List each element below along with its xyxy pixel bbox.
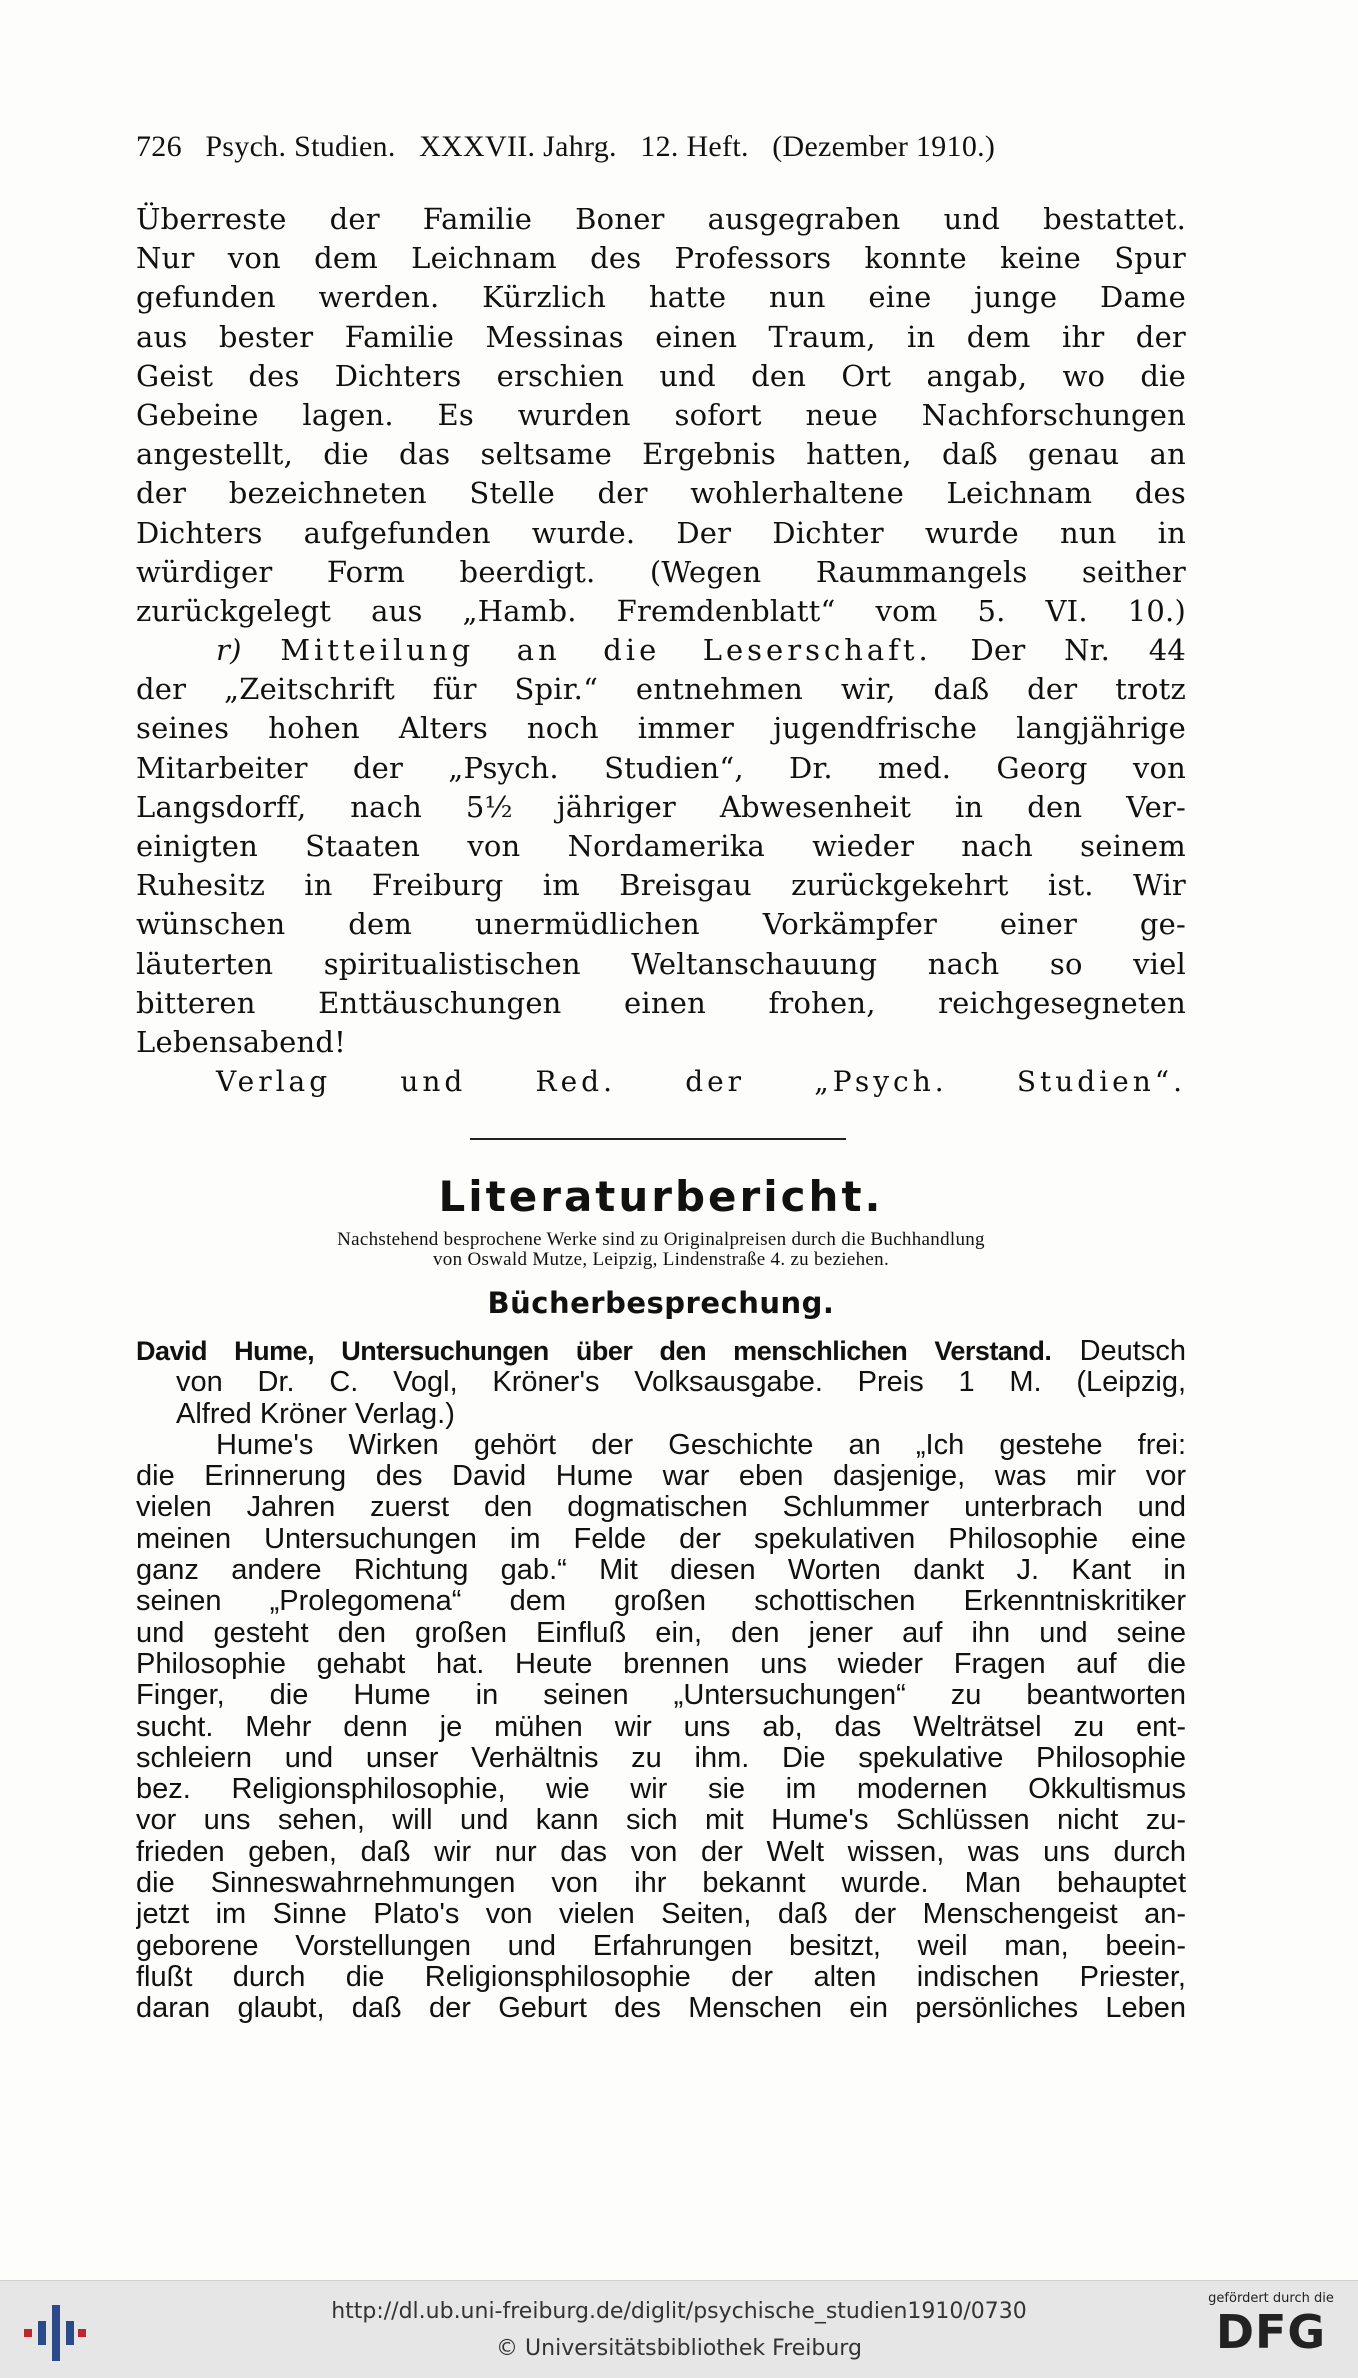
journal-title: Psych. Studien.	[205, 130, 396, 163]
text-line: der bezeichneten Stelle der wohlerhaltene Leichnam des	[136, 476, 1186, 511]
text-line: angestellt, die das seltsame Ergebnis hatten, daß genau an	[136, 437, 1186, 472]
text-line: seines hohen Alters noch immer jugendfrische langjährige	[136, 711, 1186, 746]
copyright-notice: © Universitätsbibliothek Freiburg	[496, 2336, 862, 2361]
text-line: Nur von dem Leichnam des Professors konnte keine Spur	[136, 241, 1186, 276]
article-text	[136, 200, 1186, 1101]
dfg-caption: gefördert durch die	[1208, 2291, 1334, 2306]
text-line: von Dr. C. Vogl, Kröner's Volksausgabe. Preis 1 M. (Leipzig,	[176, 1367, 1186, 1399]
text-line: daran glaubt, daß der Geburt des Menschen ein persönliches Leben	[136, 1993, 1186, 2025]
text-line: frieden geben, daß wir nur das von der Welt wissen, was uns durch	[136, 1836, 1186, 1868]
literature-subtitle	[136, 1230, 1186, 1270]
text-line: die Sinneswahrnehmungen von ihr bekannt wurde. Man behauptet	[136, 1868, 1186, 1900]
permalink-url[interactable]: http://dl.ub.uni-freiburg.de/diglit/psychische_studien1910/0730	[331, 2299, 1027, 2324]
text-line: bez. Religionsphilosophie, wie wir sie im modernen Okkultismus	[136, 1774, 1186, 1806]
review-title-line	[136, 1336, 1186, 1367]
text-line: Dichters aufgefunden wurde. Der Dichter wurde nun in	[136, 515, 1186, 550]
notice-heading-line	[136, 631, 1186, 670]
running-header	[136, 130, 1186, 164]
text-line: würdiger Form beerdigt. (Wegen Raummangels seither	[136, 554, 1186, 589]
text-line: läuterten spiritualistischen Weltanschauung nach so viel	[136, 946, 1186, 981]
text-line: vielen Jahren zuerst den dogmatischen Schlummer unterbrach und	[136, 1492, 1186, 1524]
text-line: Ruhesitz in Freiburg im Breisgau zurückgekehrt ist. Wir	[136, 868, 1186, 903]
notice-signature: Verlag und Red. der „Psych. Studien“.	[216, 1065, 1186, 1099]
text-line: der „Zeitschrift für Spir.“ entnehmen wir, daß der trotz	[136, 672, 1186, 707]
text-line: Mitarbeiter der „Psych. Studien“, Dr. med. Georg von	[136, 750, 1186, 785]
text-line: jetzt im Sinne Plato's von vielen Seiten, daß der Menschengeist an-	[136, 1899, 1186, 1931]
notice-heading: Mitteilung an die Leserschaft.	[280, 633, 932, 668]
text-line: Finger, die Hume in seinen „Untersuchungen“ zu beantworten	[136, 1680, 1186, 1712]
text-line: einigten Staaten von Nordamerika wieder nach seinem	[136, 829, 1186, 863]
text-line: Philosophie gehabt hat. Heute brennen uns wieder Fragen auf die	[136, 1648, 1186, 1680]
text-line: Langsdorff, nach 5½ jähriger Abwesenheit in den Ver-	[136, 789, 1186, 824]
text-line: Alfred Kröner Verlag.)	[176, 1398, 455, 1430]
book-review	[136, 1336, 1186, 2025]
text-line: gefunden werden. Kürzlich hatte nun eine junge Dame	[136, 280, 1186, 315]
section-heading: Bücherbesprechung.	[487, 1286, 835, 1320]
issue: 12. Heft.	[640, 130, 749, 163]
text-line: zurückgelegt aus „Hamb. Fremdenblatt“ vom 5. VI. 10.)	[136, 593, 1186, 628]
section-divider	[470, 1138, 846, 1140]
viewer-footer	[0, 2280, 1358, 2378]
text-line: geborene Vorstellungen und Erfahrungen besitzt, weil man, beein-	[136, 1930, 1186, 1962]
subtitle-line: von Oswald Mutze, Leipzig, Lindenstraße 4. zu beziehen.	[433, 1249, 889, 1270]
text-line: wünschen dem unermüdlichen Vorkämpfer einer ge-	[136, 907, 1186, 942]
text-line: Lebensabend!	[136, 1024, 347, 1059]
text-line: die Erinnerung des David Hume war eben dasjenige, was mir vor	[136, 1461, 1186, 1493]
review-head-text: Deutsch	[1079, 1336, 1186, 1367]
notice-marker: r)	[216, 633, 242, 668]
subtitle-line: Nachstehend besprochene Werke sind zu Originalpreisen durch die Buchhandlung	[337, 1229, 985, 1250]
notice-first-line: Der Nr. 44	[970, 633, 1186, 668]
text-line: schleiern und unser Verhältnis zu ihm. Die spekulative Philosophie	[136, 1742, 1186, 1774]
page-number: 726	[136, 130, 182, 163]
text-line: Überreste der Familie Boner ausgegraben und bestattet.	[136, 202, 1186, 236]
text-line: aus bester Familie Messinas einen Traum, in dem ihr der	[136, 319, 1186, 354]
literature-title: Literaturbericht.	[438, 1172, 884, 1221]
text-line: bitteren Enttäuschungen einen frohen, reichgesegneten	[136, 985, 1186, 1020]
dfg-logo	[1198, 2291, 1344, 2371]
text-line: sucht. Mehr denn je mühen wir uns ab, das Welträtsel zu ent-	[136, 1711, 1186, 1743]
text-line: Hume's Wirken gehört der Geschichte an „Ich gestehe frei:	[216, 1429, 1186, 1461]
issue-date: (Dezember 1910.)	[772, 130, 996, 163]
text-line: vor uns sehen, will und kann sich mit Hume's Schlüssen nicht zu-	[136, 1805, 1186, 1837]
text-line: und gesteht den großen Einfluß ein, den jener auf ihn und seine	[136, 1617, 1186, 1649]
text-line: Geist des Dichters erschien und den Ort angab, wo die	[136, 358, 1186, 393]
book-title: David Hume, Untersuchungen über den menschlichen Verstand.	[136, 1336, 1052, 1366]
text-line: ganz andere Richtung gab.“ Mit diesen Worten dankt J. Kant in	[136, 1555, 1186, 1587]
dfg-wordmark: DFG	[1215, 2305, 1327, 2359]
text-line: meinen Untersuchungen im Felde der spekulativen Philosophie eine	[136, 1523, 1186, 1555]
text-line: Gebeine lagen. Es wurden sofort neue Nachforschungen	[136, 397, 1186, 432]
text-line: seinen „Prolegomena“ dem großen schottischen Erkenntniskritiker	[136, 1586, 1186, 1618]
text-line: flußt durch die Religionsphilosophie der alten indischen Priester,	[136, 1961, 1186, 1993]
volume: XXXVII. Jahrg.	[419, 130, 617, 163]
